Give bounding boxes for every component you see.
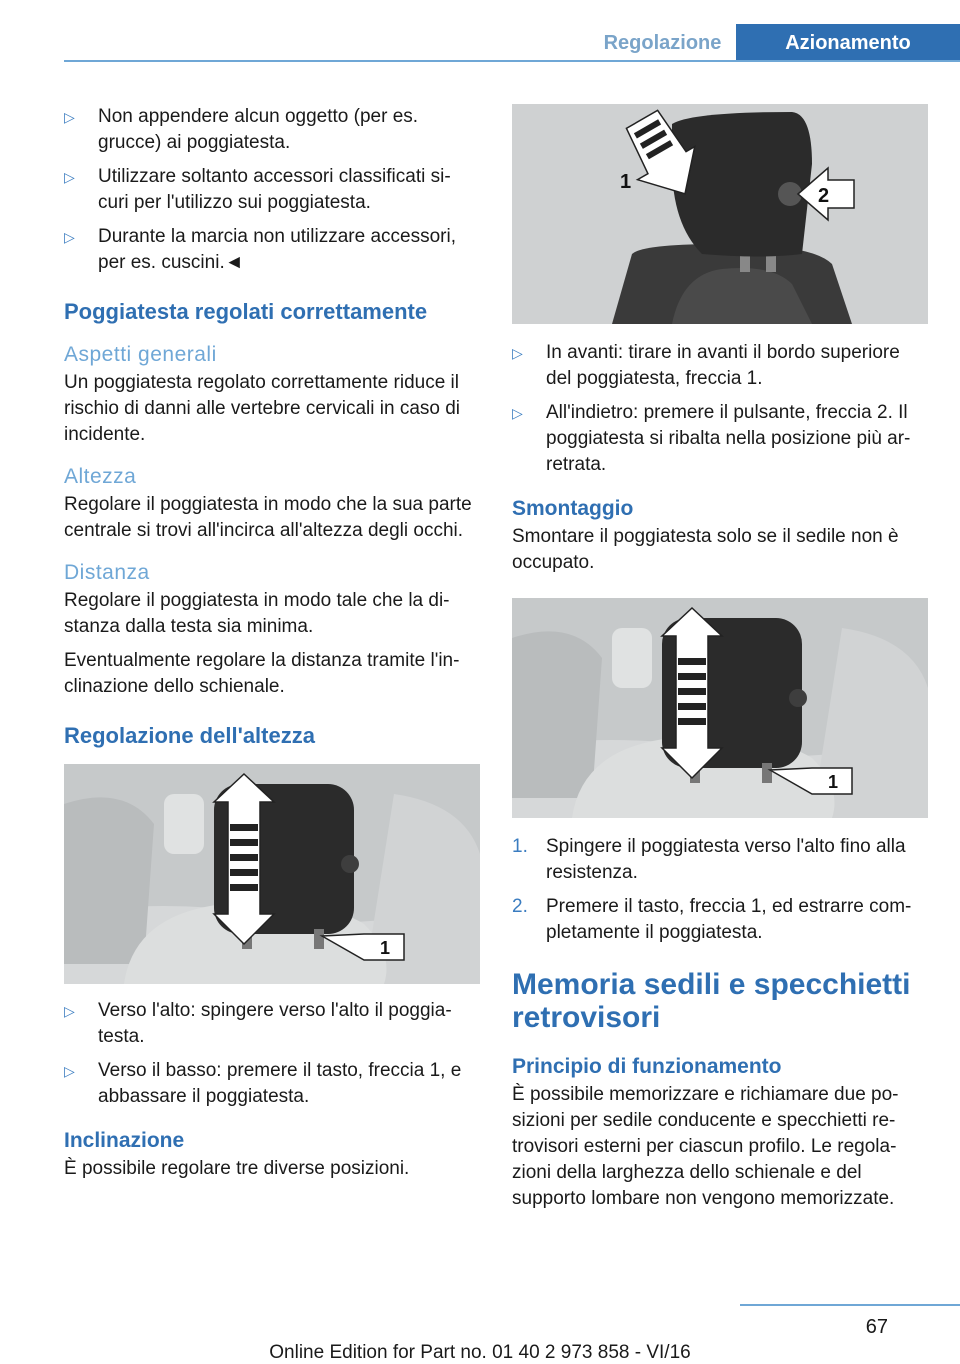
bullet-arrow-icon: ▷: [512, 405, 523, 421]
paragraph-distance-1: Regolare il poggiatesta in modo tale che la di-stanza dalla testa sia minima.: [64, 590, 450, 637]
page-number: 67: [865, 1316, 888, 1338]
paragraph-principle: È possibile memorizzare e richiamare due po-sizioni per sedile conducente e specchietti re-trovisori esterni per ciascun profilo. Le regola-zioni della larghezza dello schienale e del supporto lombare non vengono memorizzate.: [512, 1084, 899, 1209]
bullet-arrow-icon: ▷: [64, 229, 75, 245]
subheading-height: Altezza: [64, 465, 137, 488]
list-item: ▷ Durante la marcia non utilizzare accessori, per es. cuscini.◄: [64, 226, 456, 273]
subheading-removal: Smontaggio: [512, 497, 634, 520]
bullet-arrow-icon: ▷: [512, 345, 523, 361]
headrest-tilt-illustration: [512, 104, 928, 324]
headrest-height-illustration: [64, 764, 480, 984]
subheading-general: Aspetti generali: [64, 343, 217, 366]
header-rule: [64, 60, 960, 62]
bullet-arrow-icon: ▷: [64, 1003, 75, 1019]
arrow-2-label: 2: [818, 185, 830, 207]
subheading-principle: Principio di funzionamento: [512, 1055, 782, 1078]
headrest-removal-illustration: [512, 598, 928, 818]
section-heading: Poggiatesta regolati correttamente: [64, 299, 428, 324]
paragraph-general: Un poggiatesta regolato correttamente riduce il rischio di danni alle vertebre cervicali in caso di incidente.: [64, 372, 461, 445]
arrow-1-label: 1: [828, 772, 839, 792]
paragraph-tilt: È possibile regolare tre diverse posizioni.: [64, 1158, 410, 1179]
right-column: [512, 104, 928, 1220]
footer-edition: Online Edition for Part no. 01 40 2 973 858 - VI/16: [269, 1342, 691, 1363]
bullet-arrow-icon: ▷: [64, 1063, 75, 1079]
header-section-label: Regolazione: [603, 32, 722, 54]
list-item: ▷ In avanti: tirare in avanti il bordo superiore del poggiatesta, freccia 1.: [512, 342, 900, 389]
paragraph-removal: Smontare il poggiatesta solo se il sedile non è occupato.: [512, 526, 899, 573]
paragraph-distance-2: Eventualmente regolare la distanza tramite l'in-clinazione dello schienale.: [64, 650, 460, 697]
list-item: 2. Premere il tasto, freccia 1, ed estrarre com-pletamente il poggiatesta.: [512, 896, 912, 943]
bullet-arrow-icon: ▷: [64, 109, 75, 125]
bullet-arrow-icon: ▷: [64, 169, 75, 185]
step-number: 2.: [512, 896, 528, 917]
left-column: [64, 104, 480, 1190]
list-item: ▷ Verso il basso: premere il tasto, freccia 1, e abbassare il poggiatesta.: [64, 1060, 462, 1107]
list-item: ▷ Verso l'alto: spingere verso l'alto il poggia-testa.: [64, 1000, 452, 1047]
step-number: 1.: [512, 836, 528, 857]
footer-rule: [740, 1304, 960, 1306]
arrow-1-label: 1: [380, 938, 391, 958]
header-chapter-tab: Azionamento: [736, 24, 960, 62]
subheading-distance: Distanza: [64, 561, 150, 584]
paragraph-height: Regolare il poggiatesta in modo che la sua parte centrale si trovi all'incirca all'altezza degli occhi.: [64, 494, 472, 541]
subheading-tilt: Inclinazione: [64, 1129, 185, 1152]
list-item: 1. Spingere il poggiatesta verso l'alto fino alla resistenza.: [512, 836, 906, 883]
list-item: ▷ All'indietro: premere il pulsante, freccia 2. Il poggiatesta si ribalta nella posizione più ar-retrata.: [512, 402, 911, 475]
chapter-heading-memory: Memoria sedili e specchietti retrovisori: [512, 968, 911, 1034]
section-heading-height-adjust: Regolazione dell'altezza: [64, 723, 315, 748]
arrow-1-label: 1: [620, 171, 632, 193]
list-item: ▷ Utilizzare soltanto accessori classificati si-curi per l'utilizzo sui poggiatesta.: [64, 166, 451, 213]
list-item: ▷ Non appendere alcun oggetto (per es. grucce) ai poggiatesta.: [64, 106, 419, 153]
